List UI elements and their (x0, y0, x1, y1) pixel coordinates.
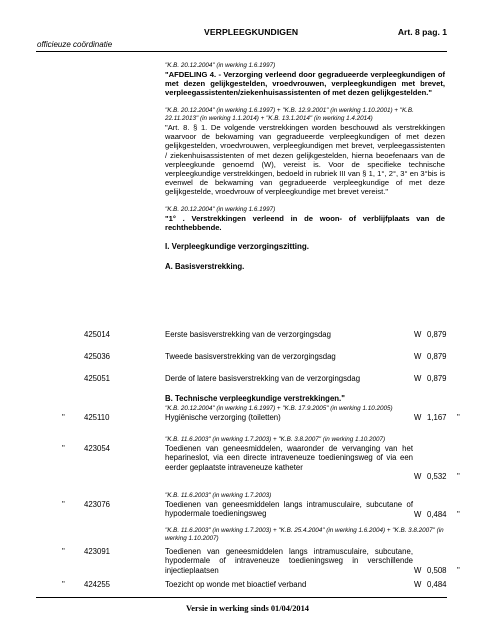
footer-version: Versie in werking sinds 01/04/2014 (185, 604, 309, 613)
row-value: 0,508 (427, 566, 447, 575)
row-description: Derde of latere basisverstrekking van de verzorgingsdag (165, 374, 361, 383)
article-intro (165, 62, 445, 272)
nomenclature-code: 425110 (84, 413, 110, 422)
row-w-label: W (414, 352, 422, 361)
row-value: 0,879 (427, 330, 447, 339)
reference-note: "K.B. 20.12.2004" (in werking 1.6.1997) + "K.B. 17.9.2005" (in werking 1.10.2005) (165, 405, 393, 412)
row-w-label: W (414, 330, 422, 339)
header-note: officieuze coördinatie (37, 40, 113, 49)
nomenclature-code: 424255 (84, 580, 111, 589)
reference-note: "K.B. 20.12.2004" (in werking 1.6.1997) (165, 206, 276, 214)
row-value: 0,484 (427, 580, 447, 589)
reference-note: "K.B. 11.6.2003" (in werking 1.7.2003) (165, 492, 272, 499)
row-w-label: W (414, 566, 422, 575)
reference-note: "K.B. 20.12.2004" (in werking 1.6.1997) + "K.B. 12.9.2001" (in werking 1.10.2001) + "K.B. 22.11.2013" (in werking 1.1.2014) + "K.B. 13.1.2014" (in werking 1.4.2014) (165, 107, 414, 123)
row-value: 0,532 (427, 472, 447, 481)
quote-mark: " (457, 472, 460, 481)
nomenclature-code: 425051 (84, 374, 111, 383)
row-value: 0,484 (427, 510, 447, 519)
header-rule (36, 51, 447, 52)
quote-mark: " (62, 580, 65, 589)
reference-note: "K.B. 20.12.2004" (in werking 1.6.1997) (165, 62, 276, 69)
row-description: Toezicht op wonde met bioactief verband (165, 580, 307, 589)
row-description: Tweede basisverstrekking van de verzorgingsdag (165, 352, 336, 361)
header-title: VERPLEEGKUNDIGEN (204, 27, 299, 37)
footer-rule (36, 597, 447, 598)
nomenclature-code: 423091 (84, 547, 111, 556)
row-description: Eerste basisverstrekking van de verzorgingsdag (165, 330, 331, 339)
nomenclature-code: 423054 (84, 444, 111, 453)
nomenclature-code: 423076 (84, 500, 111, 509)
reference-note: "K.B. 11.6.2003" (in werking 1.7.2003) + "K.B. 3.8.2007" (in werking 1.10.2007) (165, 436, 386, 443)
heading-technische: B. Technische verpleegkundige verstrekkingen." (165, 394, 345, 403)
row-w-label: W (414, 580, 422, 589)
heading-verzorgingszitting: I. Verpleegkundige verzorgingszitting. (165, 242, 310, 252)
row-value: 1,167 (427, 413, 447, 422)
quote-mark: " (62, 413, 65, 422)
row-w-label: W (414, 510, 422, 519)
nomenclature-code: 425014 (84, 330, 111, 339)
subsection-paragraph: "1° . Verstrekkingen verleend in de woon- of verblijfplaats van de rechthebbende. (165, 214, 445, 233)
row-value: 0,879 (427, 374, 447, 383)
row-w-label: W (414, 472, 422, 481)
section-paragraph: "AFDELING 4. - Verzorging verleend door gegradueerde verpleegkundigen of met dezen gelijkgestelden, vroedvrouwen, verpleegkundigen met brevet, verpleegassistenten/ziekenhuisassistenten of met dezen gelijkgestelden." (165, 70, 445, 98)
quote-mark: " (457, 413, 460, 422)
header-article: Art. 8 pag. 1 (397, 27, 447, 37)
reference-note: "K.B. 11.6.2003" (in werking 1.7.2003) + "K.B. 25.4.2004" (in werking 1.6.2004) + "K.B. 3.8.2007" (in werking 1.10.2007) (165, 527, 444, 542)
row-description: Toedienen van geneesmiddelen, waaronder de vervanging van het heparineslot, via een directe intraveneuze toedieningsweg of via een eerder geplaatste intraveneuze katheter (165, 444, 413, 472)
row-description: Toedienen van geneesmiddelen langs intramusculaire, subcutane, hypodermale of intraveneuze toedieningsweg in verschillende injectieplaatsen (165, 547, 413, 575)
row-description: Toedienen van geneesmiddelen langs intramusculaire, subcutane of hypodermale toedieningsweg (165, 500, 413, 519)
row-w-label: W (414, 374, 422, 383)
article-paragraph: "Art. 8. § 1. De volgende verstrekkingen worden beschouwd als verstrekkingen waarvoor de bekwaming van gegradueerde verpleegkundigen of met dezen gelijkgestelden, vroedvrouwen, verpleegkundigen met brevet, verpleegassistenten / ziekenhuisassistenten of met dezen gelijkgestelden, hierna beoefenaars van de verpleegkunde genoemd (W), vereist is. Voor de specifieke technische verpleegkundige verstrekkingen, bedoeld in rubriek III van § 1, 1°, 2°, 3° en 3°bis is evenwel de bekwaming van gegradueerde verpleegkundige of met deze gelijkgestelde, vroedvrouw of verpleegkundige met brevet vereist." (165, 123, 445, 196)
quote-mark: " (457, 510, 460, 519)
row-w-label: W (414, 413, 422, 422)
heading-basisverstrekking: A. Basisverstrekking. (165, 262, 245, 272)
quote-mark: " (62, 500, 65, 509)
row-value: 0,879 (427, 352, 447, 361)
quote-mark: " (62, 444, 65, 453)
quote-mark: " (62, 547, 65, 556)
quote-mark: " (457, 566, 460, 575)
row-description: Hygiënische verzorging (toiletten) (165, 413, 281, 422)
nomenclature-code: 425036 (84, 352, 111, 361)
